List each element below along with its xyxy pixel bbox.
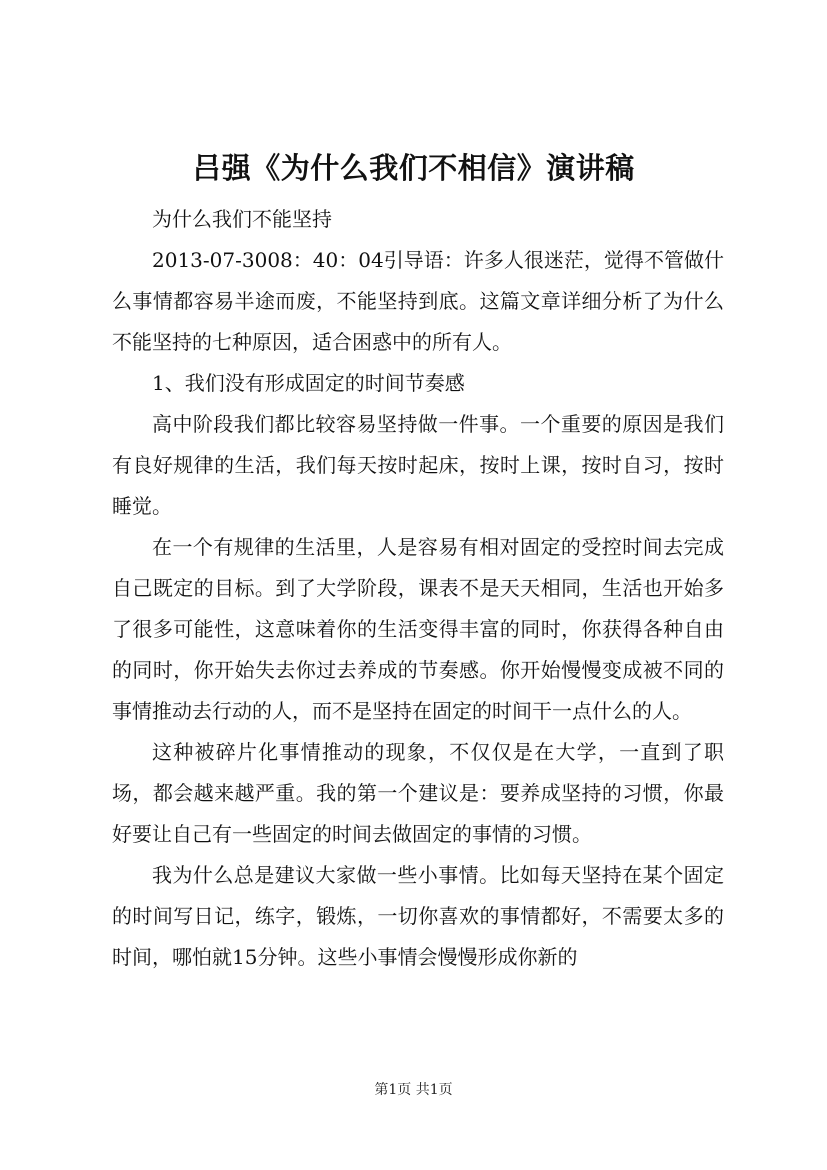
document-body bbox=[112, 199, 724, 978]
document-title: 吕强《为什么我们不相信》演讲稿 bbox=[192, 151, 635, 185]
paragraph: 我为什么总是建议大家做一些小事情。比如每天坚持在某个固定的时间写日记，练字，锻炼，一切你喜欢的事情都好，不需要太多的时间，哪怕就15分钟。这些小事情会慢慢形成你新的 bbox=[112, 863, 724, 969]
page-number: 第1页 共1页 bbox=[374, 1082, 453, 1098]
paragraph-subtitle: 为什么我们不能坚持 bbox=[152, 207, 332, 231]
page-footer bbox=[0, 1079, 827, 1099]
paragraph: 高中阶段我们都比较容易坚持做一件事。一个重要的原因是我们有良好规律的生活，我们每天按时起床，按时上课，按时自习，按时睡觉。 bbox=[112, 412, 724, 518]
paragraph-intro: 2013-07-3008：40：04引导语：许多人很迷茫，觉得不管做什么事情都容易半途而废，不能坚持到底。这篇文章详细分析了为什么不能坚持的七种原因，适合困惑中的所有人。 bbox=[112, 248, 724, 354]
paragraph: 这种被碎片化事情推动的现象，不仅仅是在大学，一直到了职场，都会越来越严重。我的第一个建议是：要养成坚持的习惯，你最好要让自己有一些固定的时间去做固定的事情的习惯。 bbox=[112, 740, 724, 846]
paragraph: 在一个有规律的生活里，人是容易有相对固定的受控时间去完成自己既定的目标。到了大学阶段，课表不是天天相同，生活也开始多了很多可能性，这意味着你的生活变得丰富的同时，你获得各种自由的同时，你开始失去你过去养成的节奏感。你开始慢慢变成被不同的事情推动去行动的人，而不是坚持在固定的时间干一点什么的人。 bbox=[112, 535, 724, 723]
paragraph-heading-1: 1、我们没有形成固定的时间节奏感 bbox=[152, 371, 465, 395]
